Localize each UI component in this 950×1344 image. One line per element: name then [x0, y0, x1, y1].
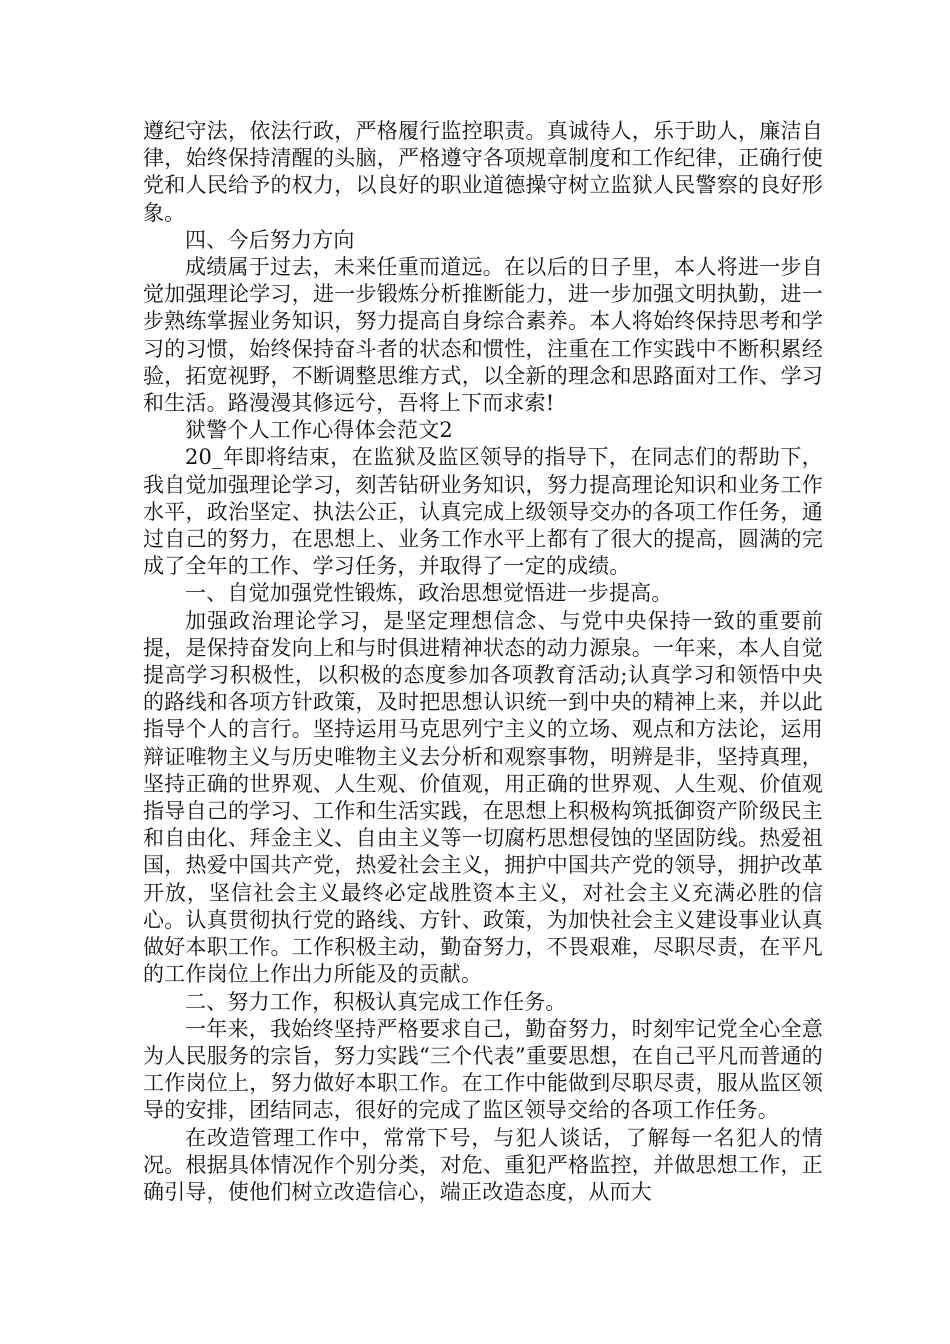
paragraph-continued: 遵纪守法，依法行政，严格履行监控职责。真诚待人，乐于助人，廉洁自律，始终保持清醒的头脑，严格遵守各项规章制度和工作纪律，正确行使党和人民给予的权力，以良好的职业道德操守树立监狱人民警察的良好形象。	[143, 119, 823, 225]
section-heading-work: 二、努力工作，积极认真完成工作任务。	[185, 989, 567, 1014]
paragraph-work: 一年来，我始终坚持严格要求自己，勤奋努力，时刻牢记党全心全意为人民服务的宗旨，努力实践“三个代表”重要思想，在自己平凡而普通的工作岗位上，努力做好本职工作。在工作中能做到尽职尽责，服从监区领导的安排，团结同志，很好的完成了监区领导交给的各项工作任务。	[143, 1016, 823, 1123]
section-heading-party-spirit: 一、自觉加强党性锻炼，政治思想觉悟进一步提高。	[185, 581, 673, 606]
article-title-2: 狱警个人工作心得体会范文2	[185, 418, 453, 443]
paragraph-reform: 在改造管理工作中，常常下号，与犯人谈话，了解每一名犯人的情况。根据具体情况作个别分类，对危、重犯严格监控，并做思想工作，正确引导，使他们树立改造信心，端正改造态度，从而大	[143, 1125, 823, 1204]
paragraph-future: 成绩属于过去，未来任重而道远。在以后的日子里，本人将进一步自觉加强理论学习，进一步锻炼分析推断能力，进一步加强文明执勤，进一步熟练掌握业务知识，努力提高自身综合素养。本人将始终保持思考和学习的习惯，始终保持奋斗者的状态和惯性，注重在工作实践中不断积累经验，拓宽视野，不断调整思维方式，以全新的理念和思路面对工作、学习和生活。路漫漫其修远兮，吾将上下而求索!	[143, 255, 823, 416]
section-heading-future-direction: 四、今后努力方向	[185, 227, 355, 252]
paragraph-intro: 20_年即将结束，在监狱及监区领导的指导下，在同志们的帮助下，我自觉加强理论学习，刻苦钻研业务知识，努力提高理论知识和业务工作水平，政治坚定、执法公正，认真完成上级领导交办的各项工作任务，通过自己的努力，在思想上、业务工作水平上都有了很大的提高，圆满的完成了全年的工作、学习任务，并取得了一定的成绩。	[143, 445, 823, 579]
paragraph-politics: 加强政治理论学习，是坚定理想信念、与党中央保持一致的重要前提，是保持奋发向上和与时俱进精神状态的动力源泉。一年来，本人自觉提高学习积极性，以积极的态度参加各项教育活动;认真学习和领悟中央的路线和各项方针政策，及时把思想认识统一到中央的精神上来，并以此指导个人的言行。坚持运用马克思列宁主义的立场、观点和方法论，运用辩证唯物主义与历史唯物主义去分析和观察事物，明辨是非，坚持真理，坚持正确的世界观、人生观、价值观，用正确的世界观、人生观、价值观指导自己的学习、工作和生活实践，在思想上积极构筑抵御资产阶级民主和自由化、拜金主义、自由主义等一切腐朽思想侵蚀的坚固防线。热爱祖国，热爱中国共产党，热爱社会主义，拥护中国共产党的领导，拥护改革开放，坚信社会主义最终必定战胜资本主义，对社会主义充满必胜的信心。认真贯彻执行党的路线、方针、政策，为加快社会主义建设事业认真做好本职工作。工作积极主动，勤奋努力，不畏艰难，尽职尽责，在平凡的工作岗位上作出力所能及的贡献。	[143, 608, 823, 987]
document-body	[143, 118, 823, 1206]
